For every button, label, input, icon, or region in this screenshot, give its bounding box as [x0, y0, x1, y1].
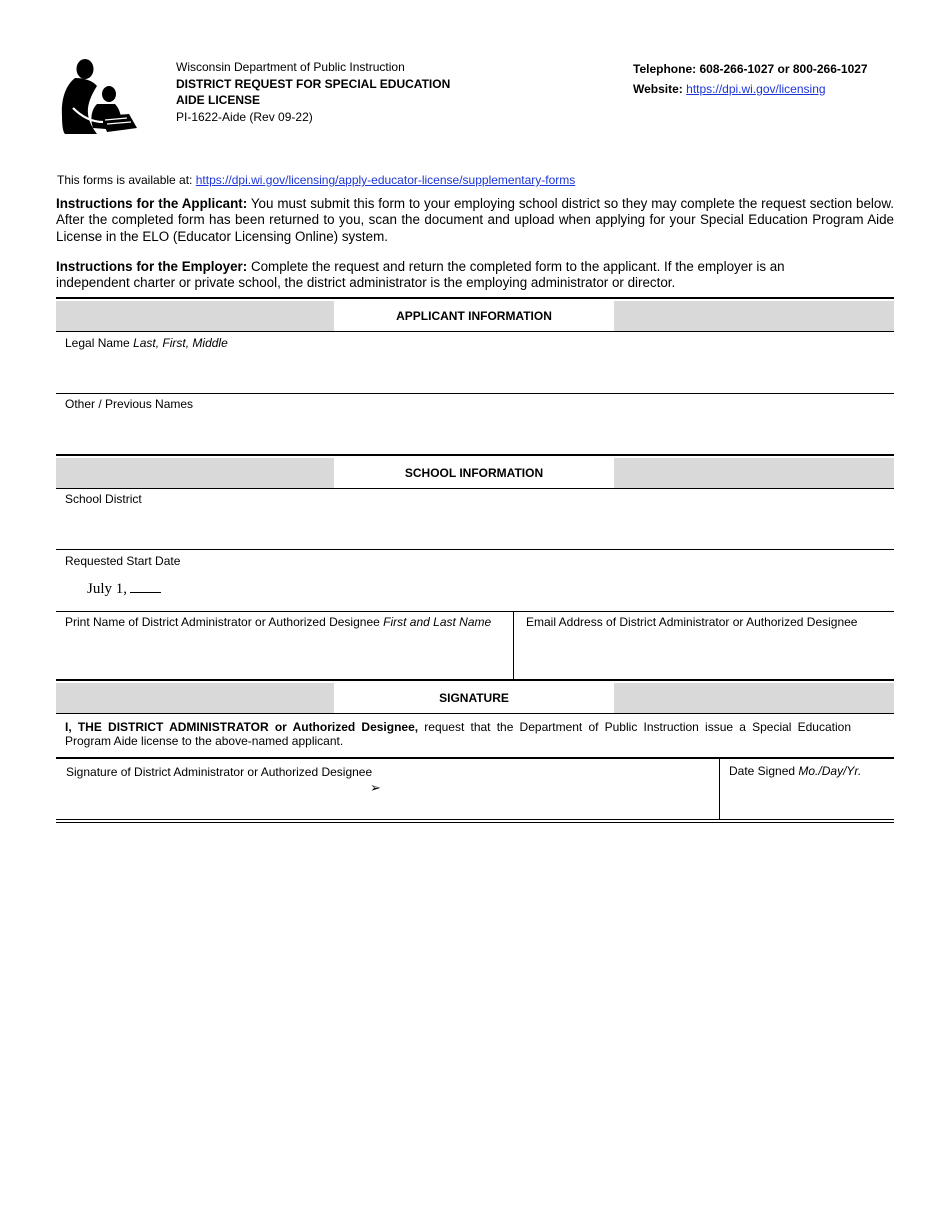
signature-arrow-icon: ➢ — [370, 780, 381, 795]
start-date-prefix: July 1, — [87, 581, 128, 597]
agency-block — [176, 59, 450, 125]
school-section-band — [56, 458, 894, 488]
telephone-label: Telephone: — [633, 62, 697, 76]
telephone-value: 608-266-1027 or 800-266-1027 — [699, 62, 868, 76]
column-divider — [719, 758, 720, 820]
statement-bold: I, THE DISTRICT ADMINISTRATOR or Authorized Designee, — [65, 720, 419, 734]
date-signed-field[interactable] — [721, 780, 894, 818]
reading-adult-child-logo-icon — [57, 56, 139, 138]
applicant-instructions-heading: Instructions for the Applicant: — [56, 196, 248, 211]
admin-name-label — [65, 615, 491, 629]
admin-email-field[interactable] — [515, 632, 894, 678]
website-label: Website: — [633, 81, 683, 96]
section-divider — [56, 297, 894, 299]
school-section-heading: SCHOOL INFORMATION — [334, 458, 614, 488]
divider — [56, 549, 894, 550]
school-district-label: School District — [65, 492, 142, 506]
admin-email-label: Email Address of District Administrator or Authorized Designee — [526, 615, 858, 629]
applicant-section-heading: APPLICANT INFORMATION — [334, 301, 614, 331]
agency-name: Wisconsin Department of Public Instruction — [176, 60, 405, 74]
form-title-line1: DISTRICT REQUEST FOR SPECIAL EDUCATION — [176, 76, 451, 91]
employer-instructions-text: Complete the request and return the completed form to the applicant. If the employer is an independent charter or private school, the district administrator is the employing administrator or director. — [56, 259, 785, 291]
applicant-section-band — [56, 301, 894, 331]
form-number: PI-1622-Aide (Rev 09-22) — [176, 109, 313, 124]
availability-label: This forms is available at: — [57, 173, 193, 187]
divider — [56, 393, 894, 394]
school-district-field[interactable] — [56, 508, 894, 548]
date-signed-label — [729, 764, 861, 778]
applicant-instructions — [56, 196, 894, 245]
website-link[interactable]: https://dpi.wi.gov/licensing — [686, 81, 826, 96]
availability-line — [57, 173, 575, 187]
legal-name-label — [65, 336, 228, 350]
applicant-instructions-text: You must submit this form to your employing school district so they may complete the request section below. After the completed form has been returned to you, scan the document and upload when applying for your Special Education Program Aide License in the ELO (Educator Licensing Online) system. — [56, 196, 894, 244]
admin-name-label-text: Print Name of District Administrator or Authorized Designee — [65, 615, 380, 629]
start-year-field[interactable] — [130, 580, 161, 593]
divider — [56, 331, 894, 332]
section-divider — [56, 454, 894, 456]
date-signed-hint: Mo./Day/Yr. — [798, 764, 862, 778]
signature-section-heading: SIGNATURE — [334, 683, 614, 713]
legal-name-hint: Last, First, Middle — [133, 336, 228, 350]
signature-label: Signature of District Administrator or Authorized Designee — [66, 765, 373, 779]
divider — [56, 611, 894, 612]
divider — [56, 713, 894, 714]
start-date-value — [87, 580, 161, 598]
signature-field[interactable] — [56, 780, 718, 818]
column-divider — [513, 611, 514, 679]
divider — [56, 822, 894, 823]
legal-name-field[interactable] — [56, 352, 894, 392]
admin-name-hint: First and Last Name — [383, 615, 492, 629]
section-divider — [56, 679, 894, 681]
divider — [56, 819, 894, 820]
admin-name-field[interactable] — [56, 632, 512, 678]
signature-section-band — [56, 683, 894, 713]
other-names-label: Other / Previous Names — [65, 397, 194, 411]
date-signed-label-text: Date Signed — [729, 764, 796, 778]
other-names-field[interactable] — [56, 413, 894, 453]
statement-text: request that the Department of Public Instruction issue a Special Education Program Aide license to the above-named applicant. — [65, 720, 852, 748]
employer-instructions — [56, 259, 836, 292]
legal-name-label-text: Legal Name — [65, 336, 130, 350]
availability-link[interactable]: https://dpi.wi.gov/licensing/apply-educator-license/supplementary-forms — [195, 173, 576, 187]
form-title-line2: AIDE LICENSE — [176, 93, 261, 107]
employer-instructions-heading: Instructions for the Employer: — [56, 259, 248, 274]
authorization-statement — [65, 720, 851, 748]
website-line — [633, 80, 868, 100]
start-date-label: Requested Start Date — [65, 554, 181, 568]
telephone-line — [633, 60, 868, 80]
section-divider — [56, 757, 894, 759]
divider — [56, 488, 894, 489]
contact-block — [633, 60, 868, 99]
